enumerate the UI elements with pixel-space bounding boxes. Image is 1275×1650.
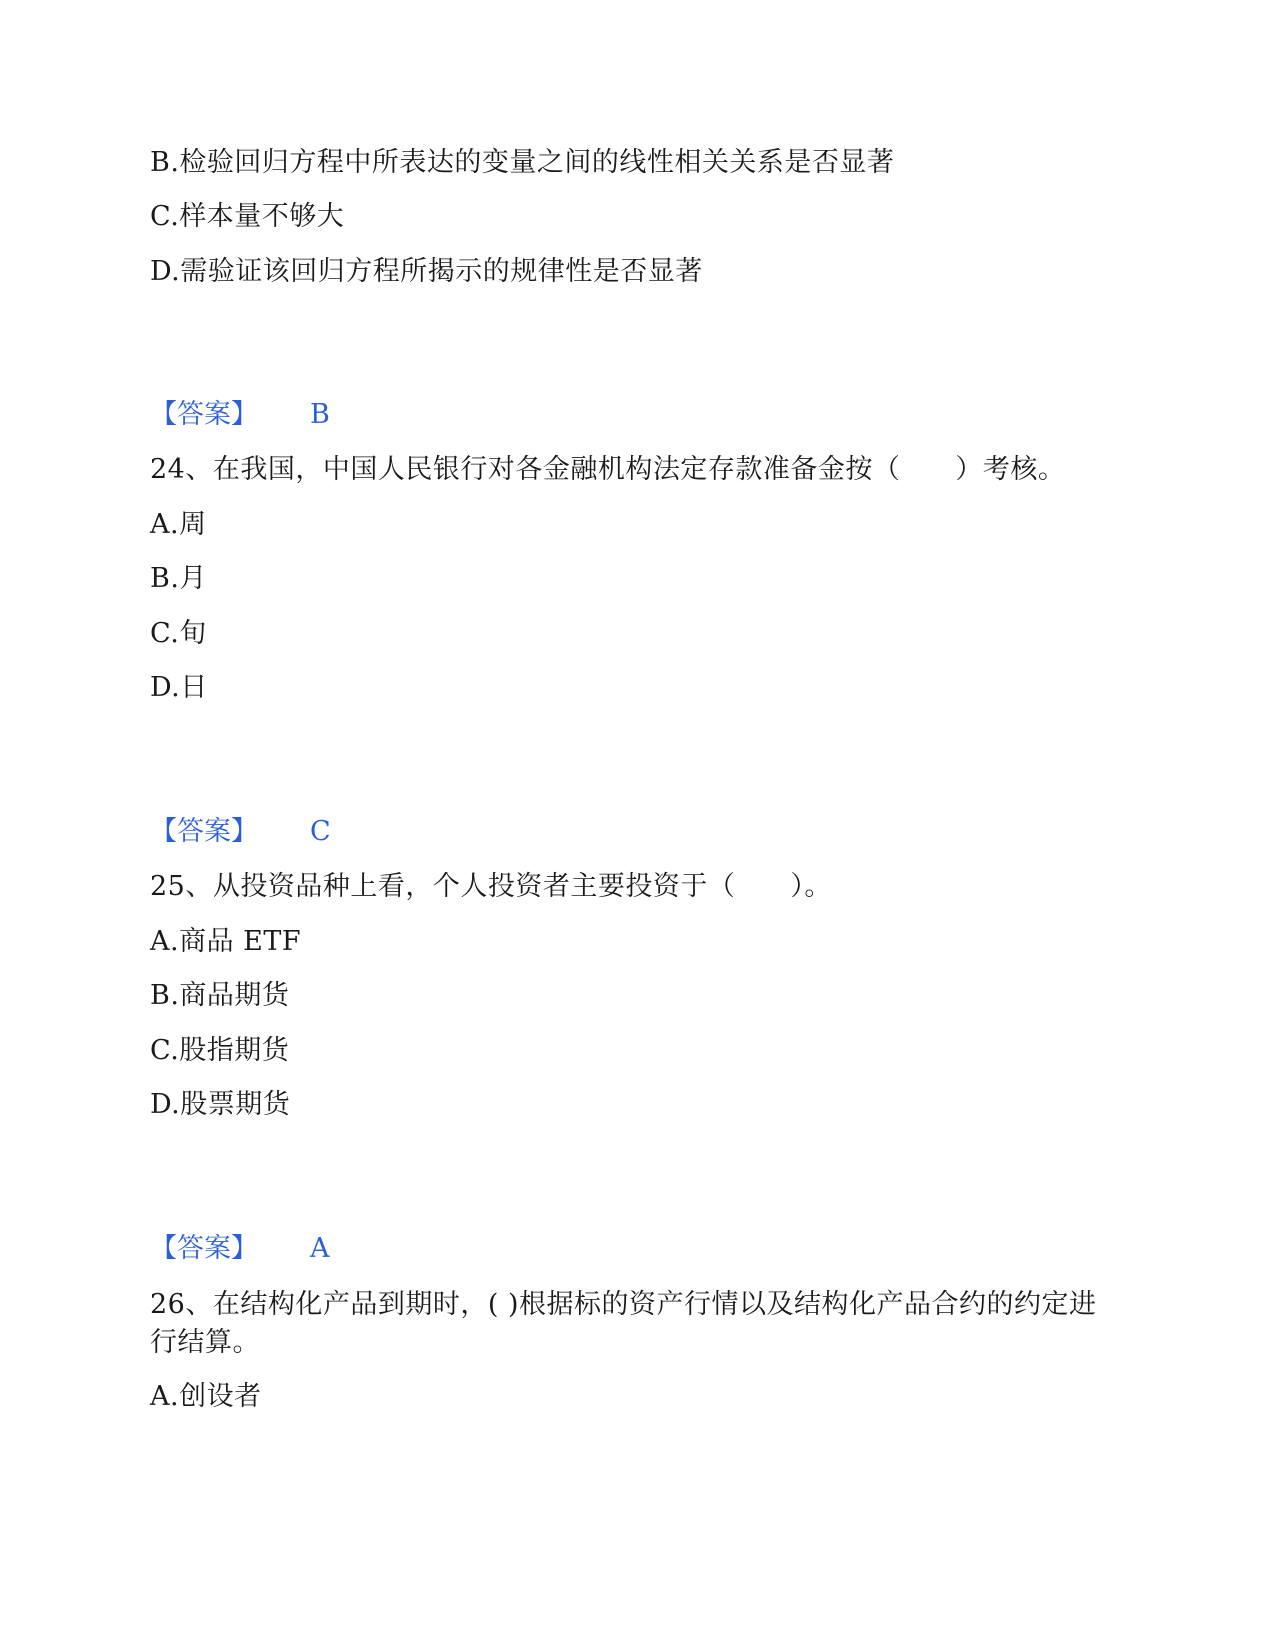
q23-answer (150, 397, 330, 433)
q25-answer (150, 1231, 330, 1267)
q24-option-b: B.月 (150, 563, 207, 594)
q25-option-a: A.商品 ETF (150, 926, 302, 957)
q25-answer-value: A (310, 1233, 330, 1264)
q23-option-d: D.需验证该回归方程所揭示的规律性是否显著 (150, 256, 703, 287)
q24-answer-label: 【答案】 (150, 816, 258, 847)
q24-option-a: A.周 (150, 509, 207, 540)
q26-question: 26、在结构化产品到期时，( )根据标的资产行情以及结构化产品合约的约定进行结算。 (150, 1289, 1097, 1358)
q23-answer-value: B (310, 399, 330, 430)
q24-answer (150, 814, 331, 850)
q24-answer-value: C (310, 816, 331, 847)
q26-option-a: A.创设者 (150, 1381, 262, 1412)
q23-answer-label: 【答案】 (150, 399, 258, 430)
q25-question: 25、从投资品种上看，个人投资者主要投资于（ ）。 (150, 871, 832, 902)
q23-option-b: B.检验回归方程中所表达的变量之间的线性相关关系是否显著 (150, 147, 895, 178)
q24-question: 24、在我国，中国人民银行对各金融机构法定存款准备金按（ ）考核。 (150, 454, 1066, 485)
q23-option-c: C.样本量不够大 (150, 201, 345, 232)
q24-option-d: D.日 (150, 672, 208, 703)
q25-option-c: C.股指期货 (150, 1035, 290, 1066)
q25-option-b: B.商品期货 (150, 980, 290, 1011)
q24-option-c: C.旬 (150, 618, 207, 649)
q25-answer-label: 【答案】 (150, 1233, 258, 1264)
q25-option-d: D.股票期货 (150, 1089, 291, 1120)
